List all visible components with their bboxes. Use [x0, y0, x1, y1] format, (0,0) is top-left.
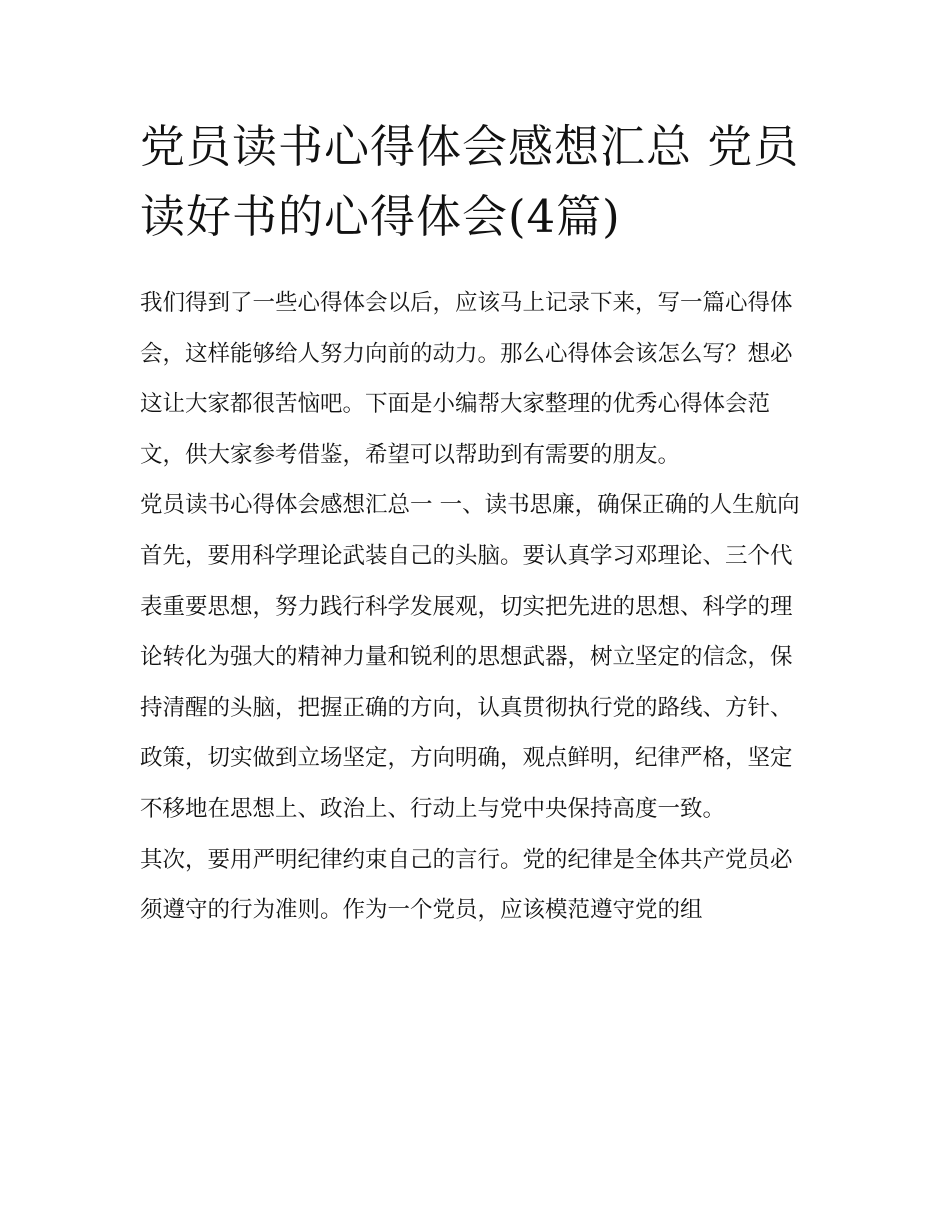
intro-paragraph: 我们得到了一些心得体会以后，应该马上记录下来，写一篇心得体会，这样能够给人努力向前的动力。那么心得体会该怎么写？想必这让大家都很苦恼吧。下面是小编帮大家整理的优秀心得体会范文，供大家参考借鉴，希望可以帮助到有需要的朋友。 — [140, 290, 793, 468]
body-paragraph-2: 其次，要用严明纪律约束自己的言行。党的纪律是全体共产党员必须遵守的行为准则。作为一个党员，应该模范遵守党的组 — [140, 846, 793, 924]
section-heading: 党员读书心得体会感想汇总一 一、读书思廉，确保正确的人生航向 — [140, 492, 800, 519]
body-paragraph-1: 首先，要用科学理论武装自己的头脑。要认真学习邓理论、三个代表重要思想，努力践行科学发展观，切实把先进的思想、科学的理论转化为强大的精神力量和锐利的思想武器，树立坚定的信念，保持清醒的头脑，把握正确的方向，认真贯彻执行党的路线、方针、政策，切实做到立场坚定，方向明确，观点鲜明，纪律严格，坚定不移地在思想上、政治上、行动上与党中央保持高度一致。 — [140, 542, 793, 822]
document-title: 党员读书心得体会感想汇总 党员读好书的心得体会(4篇) — [140, 120, 800, 243]
document-page — [140, 112, 812, 936]
